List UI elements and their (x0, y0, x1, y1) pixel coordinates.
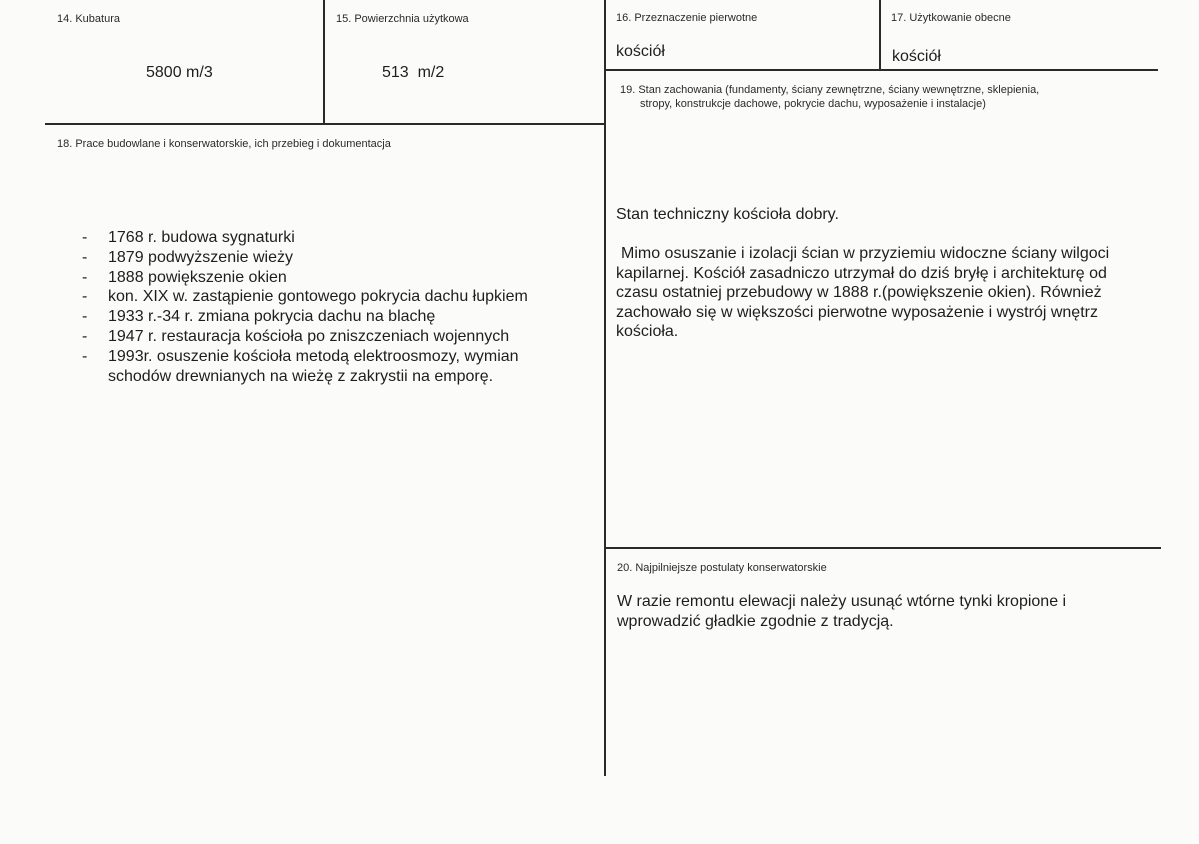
field-19-paragraph-2: Mimo osuszanie i izolacji ścian w przyziemiu widoczne ściany wilgoci kapilarnej. Kościół zasadniczo utrzymał do dziś bryłę i architekturę od czasu ostatniej przebudowy w 1888 r.(powiększenie okien). Również zachowało się w większości pierwotne wyposażenie i wystrój wnętrz kościoła. (616, 245, 1110, 340)
divider-14-15 (323, 0, 325, 124)
divider-above-20 (605, 547, 1161, 549)
bullet-dash: - (82, 268, 88, 286)
field-18-label: 18. Prace budowlane i konserwatorskie, ich przebieg i dokumentacja (57, 138, 391, 150)
list-item-text: 1888 powiększenie okien (108, 268, 287, 286)
bullet-dash: - (82, 308, 88, 326)
list-item-text: 1947 r. restauracja kościoła po zniszczeniach wojennych (108, 327, 510, 345)
field-17-label: 17. Użytkowanie obecne (891, 12, 1011, 24)
field-19-paragraph-1: Stan techniczny kościoła dobry. (616, 206, 839, 223)
list-item-text: 1933 r.-34 r. zmiana pokrycia dachu na blachę (108, 308, 436, 326)
field-16-label: 16. Przeznaczenie pierwotne (616, 12, 758, 24)
field-20-text: W razie remontu elewacji należy usunąć wtórne tynki kropione i wprowadzić gładkie zgodnie z tradycją. (617, 593, 1067, 630)
works-list (78, 228, 578, 386)
list-item-text: 1993r. osuszenie kościoła metodą elektroosmozy, wymian schodów drewnianych na wieżę z zakrystii na emporę. (108, 347, 519, 385)
list-item (78, 248, 578, 268)
list-item (78, 327, 578, 347)
field-20-label: 20. Najpilniejsze postulaty konserwatorskie (617, 562, 827, 574)
list-item (78, 287, 578, 307)
field-19-label-line2: stropy, konstrukcje dachowe, pokrycie dachu, wyposażenie i instalacje) (640, 98, 986, 110)
field-14-label: 14. Kubatura (57, 13, 120, 25)
field-15-label: 15. Powierzchnia użytkowa (336, 13, 469, 25)
list-item (78, 268, 578, 288)
bullet-dash: - (82, 229, 88, 246)
list-item-text: kon. XIX w. zastąpienie gontowego pokrycia dachu łupkiem (108, 288, 528, 306)
bullet-dash: - (82, 288, 88, 306)
list-item (78, 228, 578, 248)
divider-under-16-17 (605, 69, 1158, 71)
field-19-label (620, 83, 1150, 111)
field-16-value: kościół (616, 43, 665, 60)
list-item-text: 1768 r. budowa sygnaturki (108, 229, 295, 246)
divider-16-17 (879, 0, 881, 70)
bullet-dash: - (82, 248, 88, 266)
field-17-value: kościół (892, 48, 941, 65)
field-19-label-line1: 19. Stan zachowania (fundamenty, ściany zewnętrzne, ściany wewnętrzne, sklepienia, (620, 84, 1040, 96)
list-item-text: 1879 podwyższenie wieży (108, 248, 293, 266)
field-15-value: 513 m/2 (382, 64, 445, 81)
divider-top-left (45, 123, 605, 125)
divider-main-vertical (604, 0, 606, 776)
field-14-value: 5800 m/3 (146, 64, 213, 81)
list-item (78, 347, 578, 387)
bullet-dash: - (82, 347, 88, 365)
bullet-dash: - (82, 327, 88, 345)
list-item (78, 307, 578, 327)
